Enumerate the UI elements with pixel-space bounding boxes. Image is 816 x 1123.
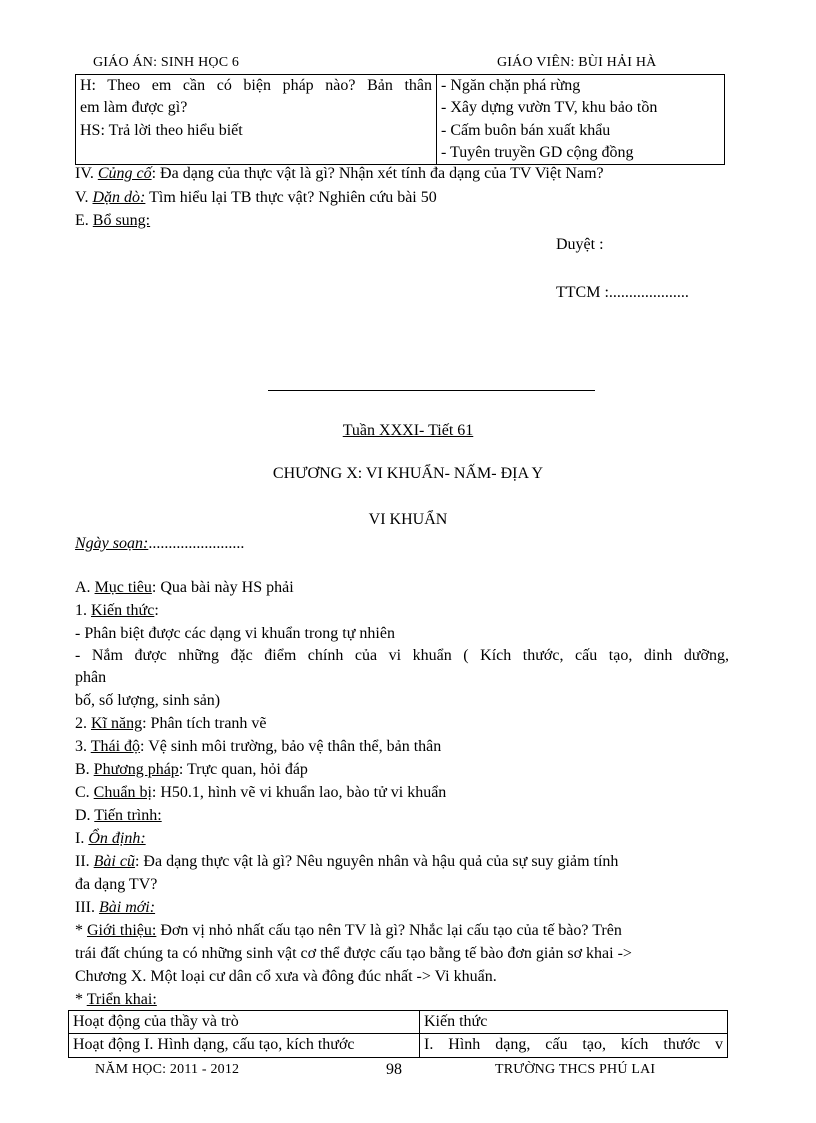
footer-page-number: 98 [386, 1061, 402, 1078]
intro-line-3: Chương X. Một loại cư dân cổ xưa và đông đúc nhất -> Vi khuẩn. [75, 968, 497, 985]
old-lesson-line: II. Bài cũ: Đa dạng thực vật là gì? Nêu nguyên nhân và hậu quả của sự suy giảm tính [75, 853, 619, 870]
knowledge-label: Kiến thức [91, 602, 155, 619]
objectives-line: A. Mục tiêu: Qua bài này HS phải [75, 579, 294, 596]
knowledge-item: phân [75, 669, 107, 686]
week-title: Tuần XXXI- Tiết 61 [342, 422, 474, 439]
activities-table [68, 1010, 728, 1058]
measures-item: - Xây dựng vườn TV, khu bảo tồn [441, 99, 658, 117]
new-lesson-line: III. Bài mới: [75, 899, 156, 916]
skills-label: Kĩ năng [91, 715, 143, 732]
knowledge-item: bố, số lượng, sinh sản) [75, 692, 221, 709]
preparation-line: C. Chuẩn bị: H50.1, hình vẽ vi khuẩn lao, bào tử vi khuẩn [75, 784, 447, 801]
old-lesson-label: Bài cũ [93, 853, 135, 870]
measures-answer-line: HS: Trả lời theo hiểu biết [80, 121, 243, 139]
consolidation-label: Củng cố [97, 165, 152, 182]
knowledge-item: - Phân biệt được các dạng vi khuẩn trong tự nhiên [75, 625, 395, 642]
supplement-line: E. Bổ sung: [75, 212, 151, 229]
section-divider [268, 390, 595, 391]
process-label: Tiến trình: [94, 807, 162, 824]
attitude-label: Thái độ [90, 738, 141, 755]
footer-school-name: TRƯỜNG THCS PHÚ LAI [495, 1062, 656, 1077]
intro-line: * Giới thiệu: Đơn vị nhỏ nhất cấu tạo nên TV là gì? Nhắc lại cấu tạo của tế bào? Trên [75, 922, 622, 939]
knowledge-item: - Nắm được những đặc điểm chính của vi khuẩn ( Kích thước, cấu tạo, dinh dưỡng, [75, 647, 729, 664]
homework-label: Dặn dò: [92, 189, 146, 206]
activities-row-left: Hoạt động I. Hình dạng, cấu tạo, kích thước [69, 1034, 420, 1057]
method-line: B. Phương pháp: Trực quan, hỏi đáp [75, 761, 308, 778]
stabilize-line: I. Ổn định: [75, 830, 146, 847]
homework-line: V. Dặn dò: Tìm hiểu lại TB thực vật? Nghiên cứu bài 50 [75, 189, 437, 206]
activities-head-left: Hoạt động của thầy và trò [69, 1011, 420, 1034]
knowledge-line: 1. Kiến thức: [75, 602, 159, 619]
header-left: GIÁO ÁN: SINH HỌC 6 [93, 55, 240, 70]
header-right: GIÁO VIÊN: BÙI HẢI HÀ [497, 55, 657, 70]
footer-school-year: NĂM HỌC: 2011 - 2012 [95, 1062, 240, 1077]
deploy-line: * Triển khai: [75, 991, 157, 1008]
measures-item: - Ngăn chặn phá rừng [441, 77, 581, 94]
measures-item: - Tuyên truyền GD cộng đồng [441, 143, 634, 161]
consolidation-line: IV. Củng cố: Đa dạng của thực vật là gì? Nhận xét tính đa dạng của TV Việt Nam? [75, 165, 604, 182]
objectives-label: Mục tiêu [94, 579, 152, 596]
process-line: D. Tiến trình: [75, 807, 162, 824]
new-lesson-label: Bài mới: [98, 899, 156, 916]
activities-head-right: Kiến thức [420, 1011, 728, 1034]
measures-item: - Cấm buôn bán xuất khẩu [441, 121, 611, 139]
supplement-label: Bổ sung: [92, 212, 151, 229]
chapter-title: CHƯƠNG X: VI KHUẨN- NẤM- ĐỊA Y [272, 465, 544, 482]
approval-label: Duyệt : [556, 236, 604, 253]
measures-table [75, 74, 725, 165]
attitude-line: 3. Thái độ: Vệ sinh môi trường, bảo vệ thân thể, bản thân [75, 738, 442, 755]
intro-label: Giới thiệu: [87, 922, 157, 939]
activities-row-right: I. Hình dạng, cấu tạo, kích thước v [420, 1034, 728, 1057]
ttcm-signature: TTCM :.................... [556, 284, 689, 301]
deploy-label: Triển khai: [86, 991, 157, 1008]
skills-line: 2. Kĩ năng: Phân tích tranh vẽ [75, 715, 267, 732]
measures-question-line: em làm được gì? [80, 99, 188, 117]
old-lesson-line-2: đa dạng TV? [75, 876, 158, 893]
stabilize-label: Ổn định: [88, 830, 146, 847]
measures-list-cell [437, 75, 725, 165]
method-label: Phương pháp [93, 761, 179, 778]
prep-date-line: Ngày soạn:........................ [75, 535, 245, 552]
intro-line-2: trái đất chúng ta có những sinh vật cơ thể được cấu tạo bằng tế bào đơn giản sơ khai -> [75, 945, 632, 962]
lesson-title: VI KHUẨN [368, 511, 448, 528]
prep-date-label: Ngày soạn: [75, 535, 149, 552]
measures-question-cell [76, 75, 437, 165]
measures-question-line: H: Theo em cần có biện pháp nào? Bản thân [80, 77, 432, 94]
preparation-label: Chuẩn bị [93, 784, 152, 801]
